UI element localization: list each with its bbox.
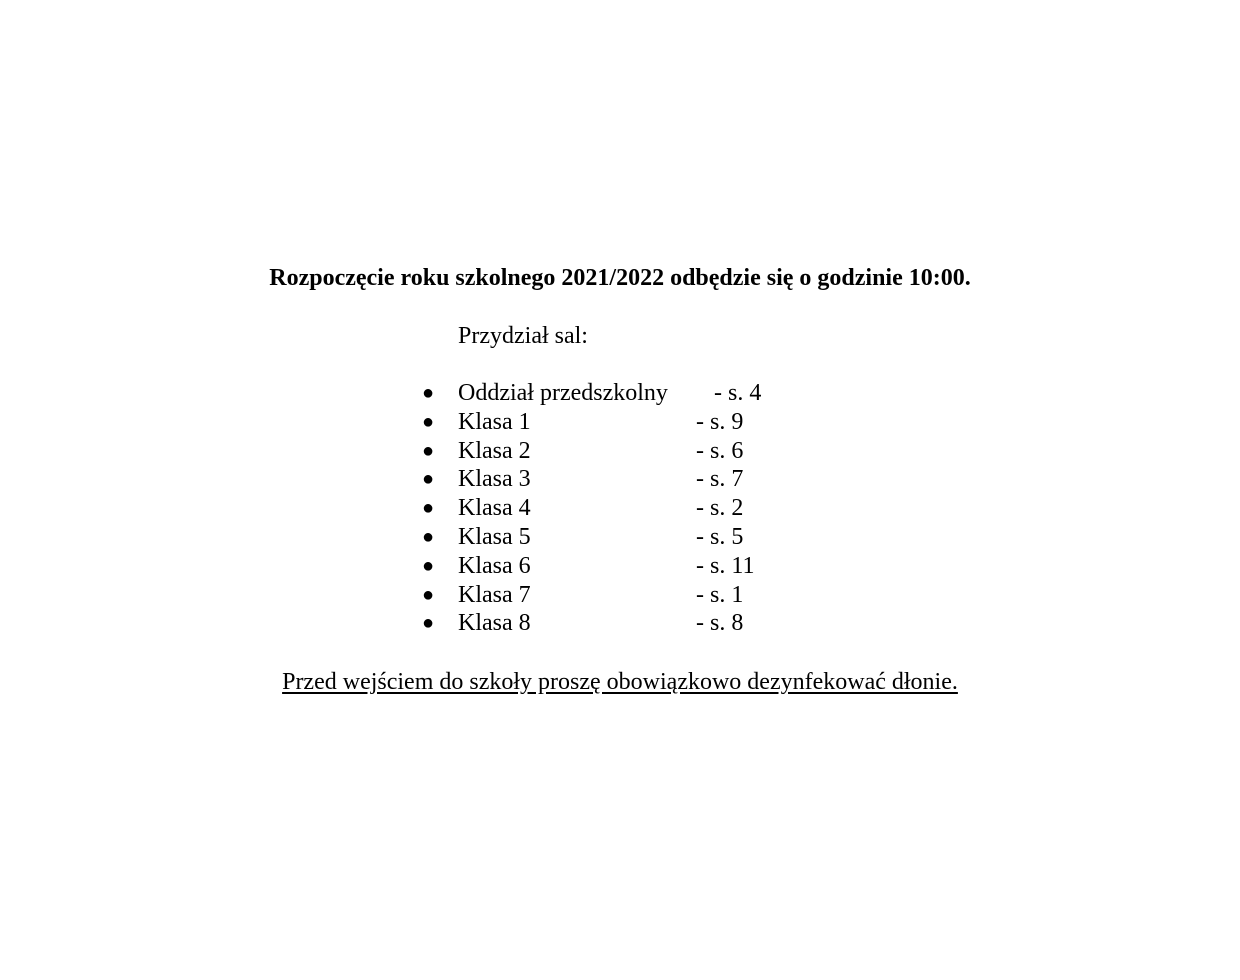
- list-item: [0, 523, 1240, 552]
- room-number: - s. 7: [696, 466, 744, 493]
- list-item: [0, 408, 1240, 437]
- room-number: - s. 2: [696, 495, 744, 522]
- list-item: [0, 581, 1240, 610]
- bullet-icon: ●: [421, 583, 435, 606]
- hand-disinfection-notice: Przed wejściem do szkoły proszę obowiązkowo dezynfekować dłonie.: [282, 669, 958, 695]
- class-name: Klasa 1: [458, 408, 531, 435]
- room-number: - s. 4: [714, 380, 762, 406]
- bullet-icon: ●: [421, 468, 435, 491]
- room-number: - s. 1: [696, 581, 744, 608]
- room-assignment-list: [0, 379, 1240, 638]
- bullet-icon: ●: [421, 554, 435, 577]
- bullet-icon: ●: [421, 612, 435, 635]
- room-number: - s. 5: [696, 523, 744, 550]
- class-name: Klasa 3: [458, 466, 531, 493]
- class-name: Klasa 5: [458, 523, 531, 550]
- class-name: Klasa 6: [458, 552, 531, 579]
- room-number: - s. 8: [696, 610, 744, 637]
- list-item: [0, 437, 1240, 466]
- room-number: - s. 9: [696, 408, 744, 435]
- room-number: - s. 6: [696, 437, 744, 464]
- list-item: [0, 609, 1240, 638]
- class-name: Klasa 2: [458, 437, 531, 464]
- bullet-icon: ●: [421, 439, 435, 462]
- bullet-icon: ●: [421, 525, 435, 548]
- list-item: [0, 465, 1240, 494]
- bullet-icon: ●: [421, 382, 435, 404]
- class-name: Klasa 8: [458, 610, 531, 637]
- bullet-icon: ●: [421, 497, 435, 520]
- document-title: Rozpoczęcie roku szkolnego 2021/2022 odbędzie się o godzinie 10:00.: [269, 265, 971, 291]
- room-assignment-heading: Przydział sal:: [458, 323, 588, 349]
- list-item: [0, 552, 1240, 581]
- bullet-icon: ●: [421, 410, 435, 433]
- class-name: Oddział przedszkolny: [458, 380, 668, 406]
- class-name: Klasa 7: [458, 581, 531, 608]
- room-number: - s. 11: [696, 552, 755, 579]
- class-name: Klasa 4: [458, 495, 531, 522]
- list-item: [0, 494, 1240, 523]
- list-item: [0, 379, 1240, 408]
